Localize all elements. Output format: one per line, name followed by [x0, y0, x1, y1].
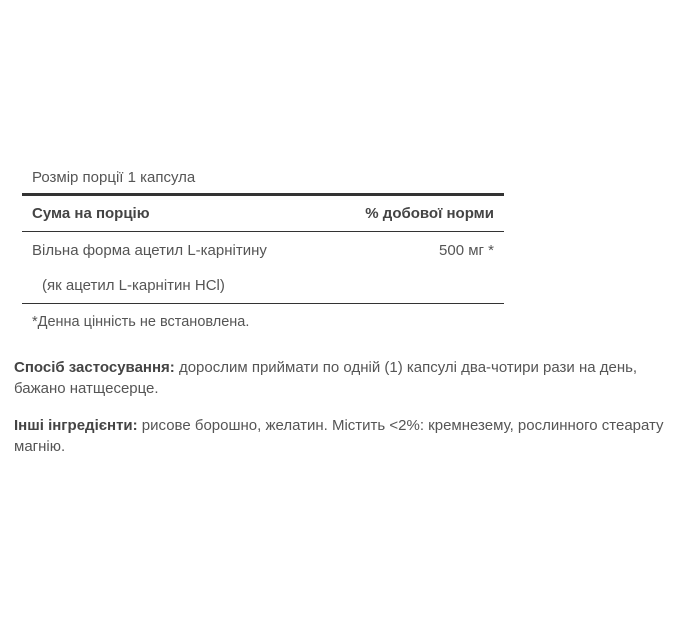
ingredients-label: Інші інгредієнти:: [14, 417, 138, 434]
product-description: [14, 357, 666, 457]
table-row: [22, 232, 504, 268]
ingredient-name: Вільна форма ацетил L-карнітину: [32, 241, 267, 259]
facts-header-row: [22, 196, 504, 232]
daily-value-label: % добової норми: [365, 205, 494, 222]
ingredients-text: рисове борошно, желатин. Містить <2%: кремнезему, рослинного стеарату магнію.: [14, 417, 664, 455]
ingredients-paragraph: [14, 415, 666, 457]
usage-paragraph: [14, 357, 666, 399]
table-row: [22, 268, 504, 304]
amount-per-serving-label: Сума на порцію: [32, 205, 150, 222]
usage-label: Спосіб застосування:: [14, 359, 175, 376]
usage-text: дорослим приймати по одній (1) капсулі два-чотири рази на день, бажано натщесерце.: [14, 359, 638, 397]
supplement-facts-table: [22, 160, 504, 340]
footnote: *Денна цінність не встановлена.: [32, 314, 250, 330]
ingredient-subname: (як ацетил L-карнітин HCl): [42, 277, 225, 294]
ingredient-amount: 500 мг *: [439, 241, 494, 259]
serving-size: Розмір порції 1 капсула: [22, 160, 504, 196]
